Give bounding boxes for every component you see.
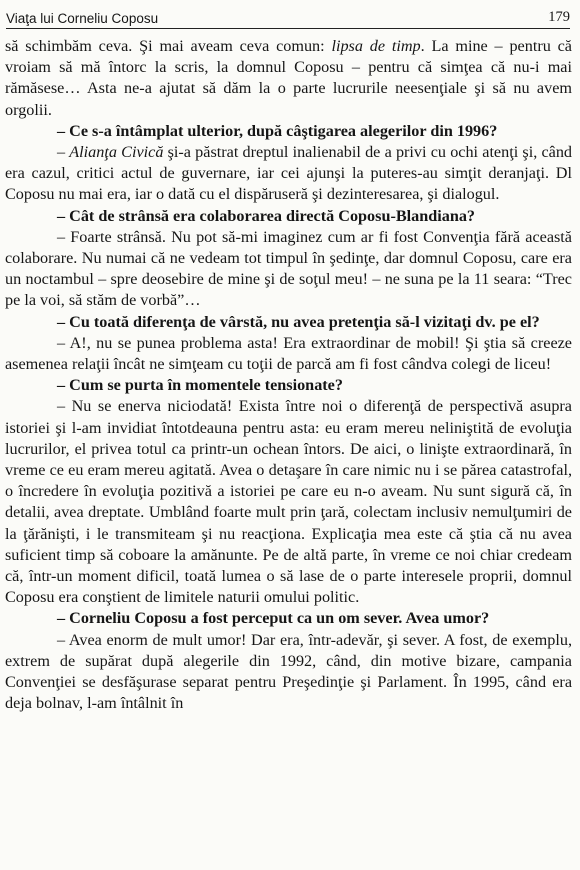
answer-5: – Avea enorm de mult umor! Dar era, într-adevăr, şi sever. A fost, de exemplu, extrem de supărat după alegerile din 1992, când, din motive bizare, campania Convenţiei se desfăşurase separat pentru Preşedinţie şi Parlament. În 1995, când era deja bolnav, l-am întâlnit în <box>5 630 572 713</box>
answer-2: – Foarte strânsă. Nu pot să-mi imaginez cum ar fi fost Convenţia fără această colaborare. Nu numai că ne vedeam tot timpul în şedinţe, dar domnul Coposu, care era un noctambul – spre deosebire de mine şi de soţul meu! – ne suna pe la 11 seara: “Trec pe la voi, să stăm de vorbă”… <box>5 227 572 310</box>
running-title: Viaţa lui Corneliu Coposu <box>6 11 159 26</box>
question-1: – Ce s-a întâmplat ulterior, după câştigarea alegerilor din 1996? <box>57 121 498 140</box>
question-4: – Cum se purta în momentele tensionate? <box>57 376 343 395</box>
emphasis-text: lipsa de timp <box>331 37 421 55</box>
question-5: – Corneliu Coposu a fost perceput ca un om sever. Avea umor? <box>57 609 490 628</box>
emphasis-text: Alianţa Civică <box>69 143 164 162</box>
page-header <box>6 4 570 29</box>
answer-4: – Nu se enerva niciodată! Exista între noi o diferenţă de perspectivă asupra istoriei şi l-am invidiat întotdeauna pentru asta: eu eram mereu neliniştită de evoluţia lucrurilor, el privea totul ca printr-un ochean întors. De aici, o linişte extraordinară, în vreme ce eu eram mereu agitată. Avea o detaşare în care nimic nu i se părea catastrofal, o încredere în evoluţia pozitivă a istoriei pe care eu n-o aveam. Nu sunt sigură că, în detalii, avea dreptate. Umblând foarte mult prin ţară, colectam inclusiv nemulţumiri de la ţărănişti, i le transmiteam şi nu reacţiona. Explicaţia mea este că ştia că nu avea suficient timp să coboare la amănunte. Pe de altă parte, în vreme ce noi chiar credeam că, într-un moment dificil, toată lumea o să lase de o parte interesele proprii, domnul Coposu era conştient de limitele naturii omului politic. <box>5 397 572 607</box>
paragraph-text: . La mine – pentru că vroiam să mă întorc la scris, la domnul Coposu – pentru că simţea că nu-i mai rămăsese… Asta ne-a ajutat să dăm la o parte lucrurile neesenţiale şi să nu avem orgolii. <box>5 37 572 119</box>
answer-1 <box>5 142 572 206</box>
page-number: 179 <box>548 9 570 25</box>
paragraph-text: şi-a păstrat dreptul inalienabil de a privi cu ochi atenţi şi, când era cazul, critici actul de guvernare, iar cei ajunşi la puteres-au simţit deranjaţi. Dl Coposu nu mai era, iar o dată cu el dispăruseră şi dezinteresarea, şi dialogul. <box>5 143 573 204</box>
paragraph-text: – <box>57 143 70 162</box>
question-2: – Cât de strânsă era colaborarea directă Coposu-Blandiana? <box>57 206 476 225</box>
paragraph-text: să schimbăm ceva. Şi mai aveam ceva comun: <box>5 37 332 55</box>
page-body <box>5 36 572 715</box>
answer-3: – A!, nu se punea problema asta! Era extraordinar de mobil! Şi ştia să creeze asemenea relaţii încât ne simţeam cu toţii de parcă am fi fost cândva colegi de liceu! <box>5 333 572 374</box>
paragraph-continuation <box>5 36 572 121</box>
question-3: – Cu toată diferenţa de vârstă, nu avea pretenţia să-l vizitaţi dv. pe el? <box>57 312 540 331</box>
